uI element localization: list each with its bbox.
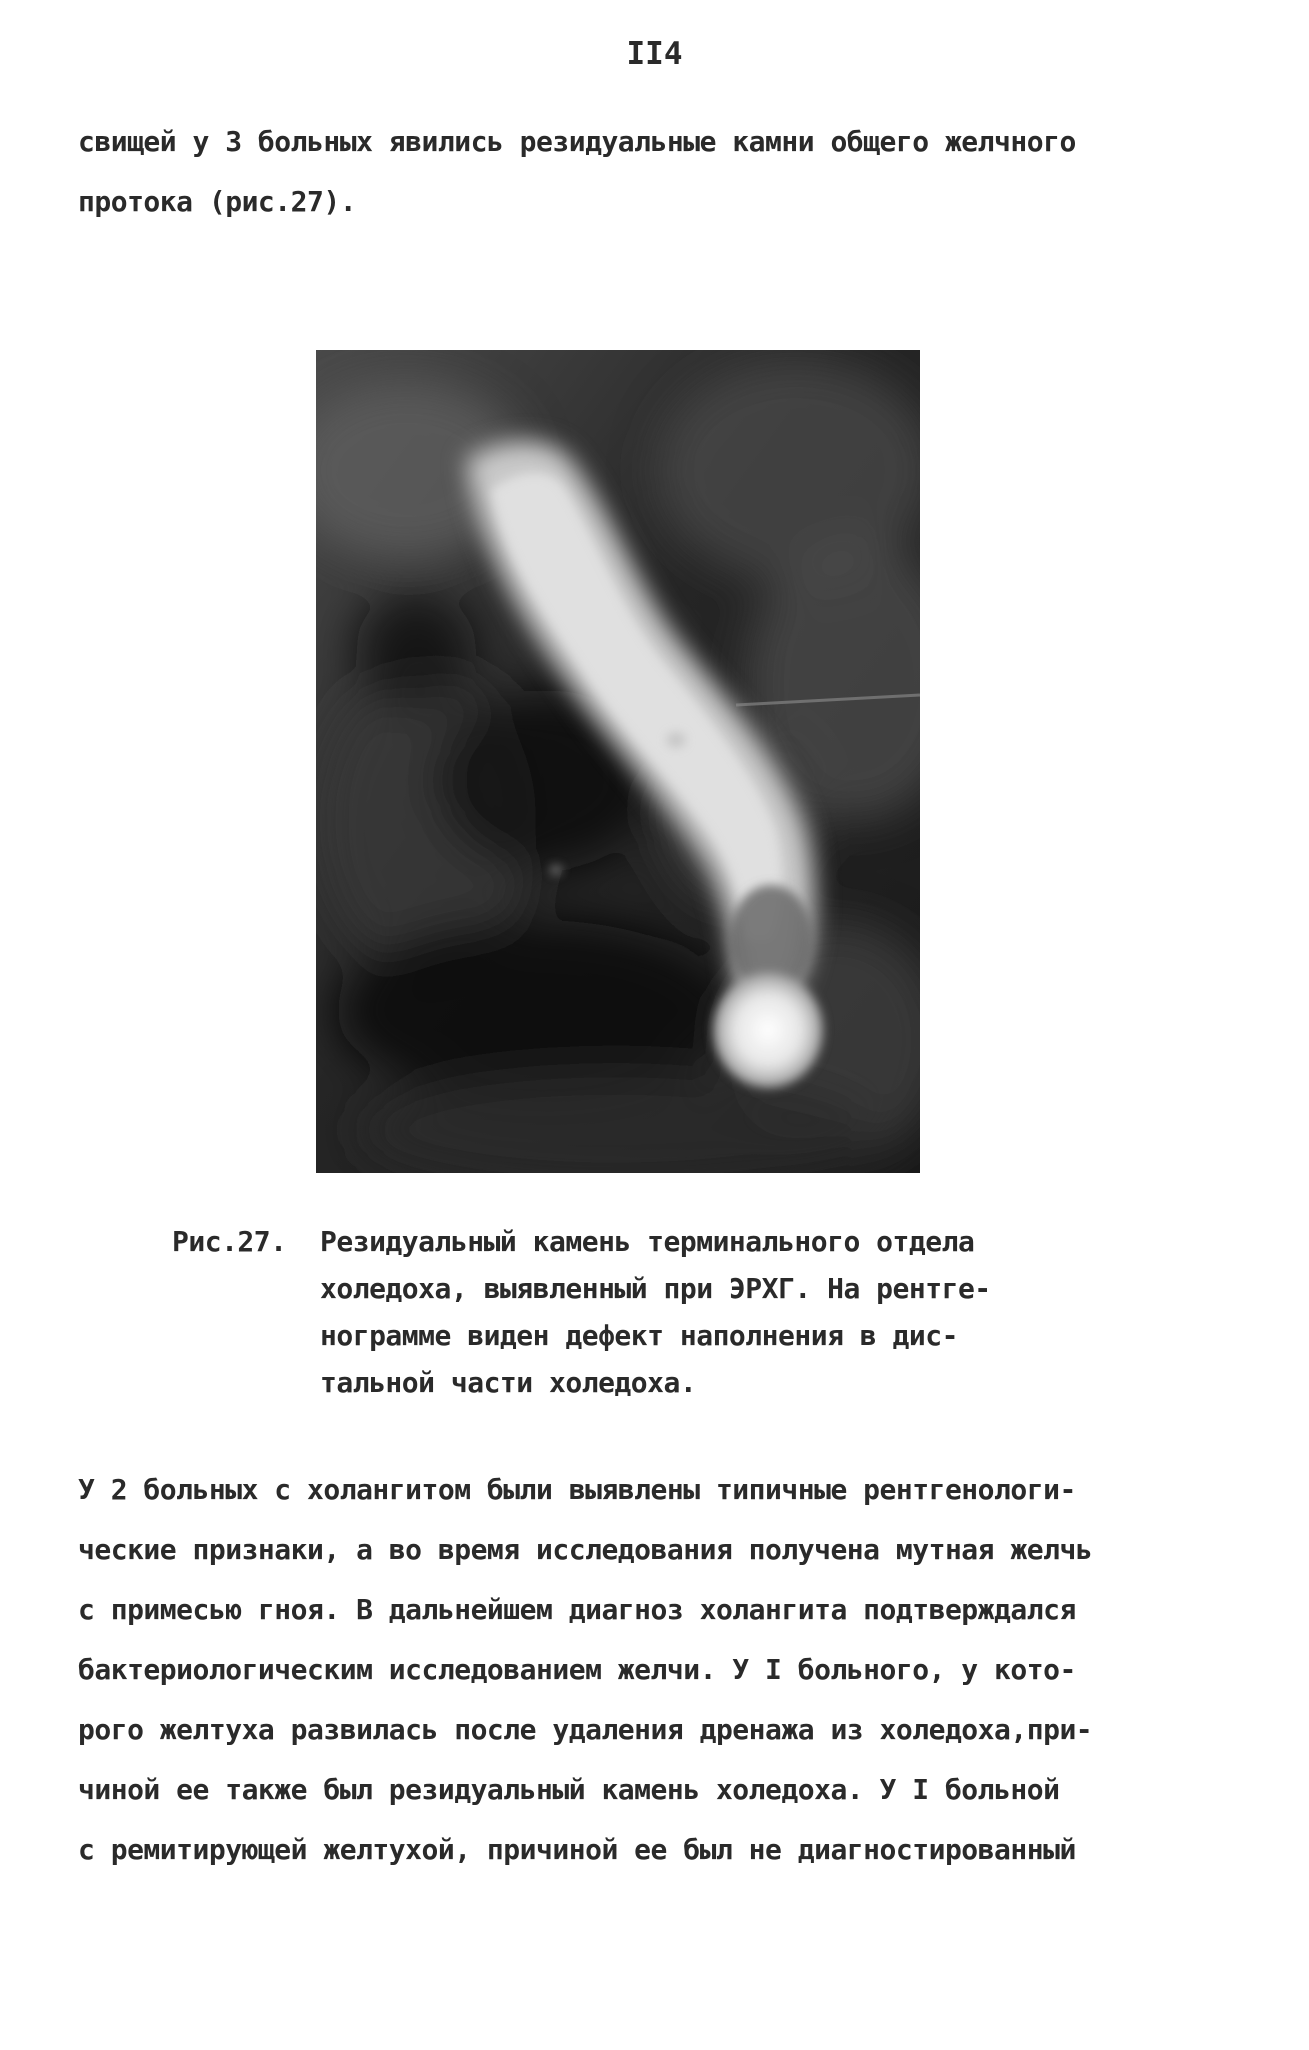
caption-line: нограмме виден дефект наполнения в дис- — [320, 1319, 958, 1352]
text-line: протока (рис.27). — [78, 185, 357, 218]
figure-caption — [172, 1218, 991, 1406]
text-line: чиной ее также был резидуальный камень холедоха. У I больной — [78, 1773, 1060, 1806]
body-paragraph — [78, 1460, 1238, 1880]
text-line: с примесью гноя. В дальнейшем диагноз холангита подтверждался — [78, 1593, 1076, 1626]
text-line: У 2 больных с холангитом были выявлены типичные рентгенологи- — [78, 1473, 1076, 1506]
text-line: ческие признаки, а во время исследования получена мутная желчь — [78, 1533, 1093, 1566]
caption-line: холедоха, выявленный при ЭРХГ. На рентге- — [320, 1272, 991, 1305]
caption-line: тальной части холедоха. — [320, 1366, 697, 1399]
xray-graphic — [316, 350, 920, 1173]
figure-label: Рис.27. — [172, 1225, 287, 1258]
xray-image — [316, 350, 920, 1173]
text-line: рого желтуха развилась после удаления дренажа из холедоха,при- — [78, 1713, 1093, 1746]
text-line: свищей у 3 больных явились резидуальные камни общего желчного — [78, 125, 1076, 158]
intro-paragraph — [78, 112, 1238, 232]
text-line: с ремитирующей желтухой, причиной ее был не диагностированный — [78, 1833, 1076, 1866]
page-number: II4 — [626, 36, 683, 72]
text-line: бактериологическим исследованием желчи. У I больного, у кото- — [78, 1653, 1076, 1686]
caption-line: Резидуальный камень терминального отдела — [320, 1225, 975, 1258]
